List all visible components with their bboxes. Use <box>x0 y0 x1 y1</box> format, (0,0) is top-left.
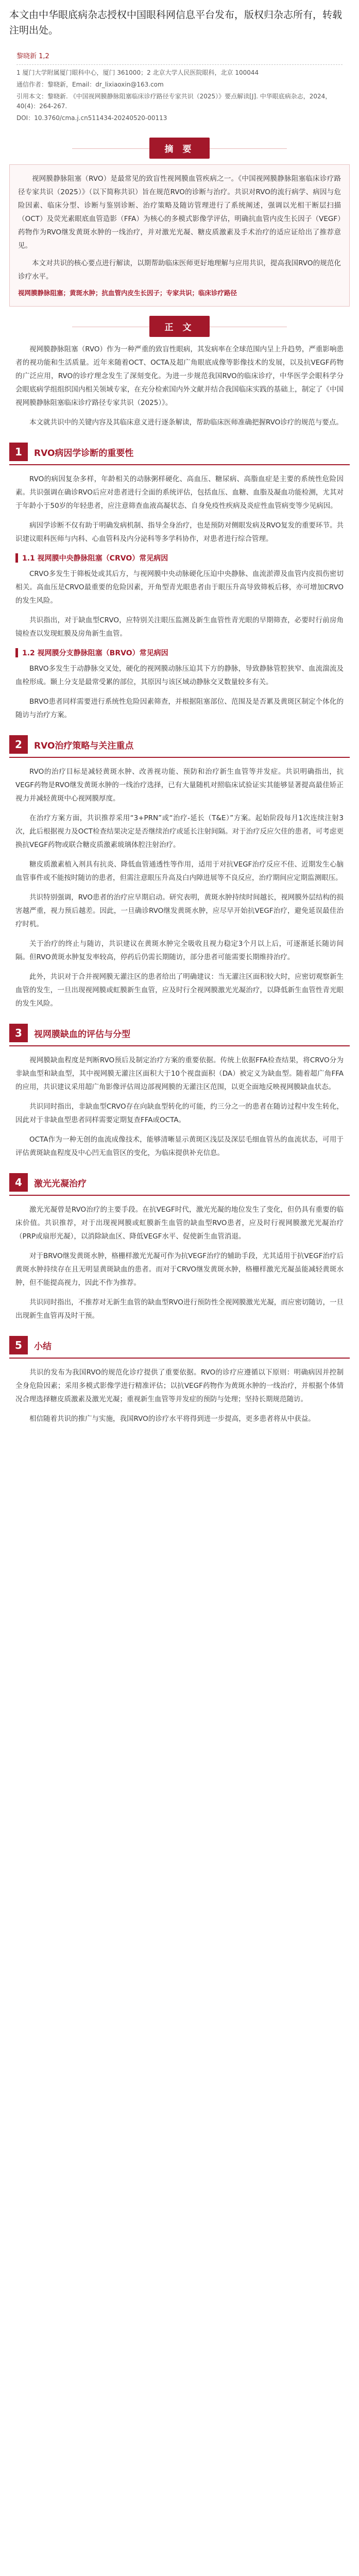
subsection-1-1-body <box>0 567 359 640</box>
section-heading-2 <box>9 735 350 758</box>
section-title: RVO治疗策略与关注重点 <box>34 740 134 751</box>
body-paragraph: OCTA作为一种无创的血流成像技术，能够清晰显示黄斑区浅层及深层毛细血管丛的血流状态，可用于评估黄斑缺血程度及中心凹无血管区的变化，为临床提供补充信息。 <box>15 1136 344 1157</box>
section-heading-1 <box>9 443 350 465</box>
subsection-1-2-body <box>0 662 359 722</box>
citation: 引用本文：黎晓新. 《中国视网膜静脉阻塞临床诊疗路径专家共识（2025）》要点解读[J]. 中华眼底病杂志，2024，40(4)：264-267. <box>16 93 332 110</box>
body-paragraph: BRVO多发生于动静脉交叉处，硬化的视网膜动脉压迫其下方的静脉，导致静脉管腔狭窄、血流湍流及血栓形成。颞上分支是最常受累的部位，其原因与该区域动静脉交叉数量较多有关。 <box>15 665 344 686</box>
intro <box>0 343 359 429</box>
section-title: 激光光凝治疗 <box>34 1178 87 1189</box>
body-paragraph: 共识同时指出，非缺血型CRVO存在向缺血型转化的可能，约三分之一的患者在随访过程中发生转化，因此对于非缺血型患者同样需要定期复查FFA或OCTA。 <box>15 1103 344 1124</box>
body-paragraph: 此外，共识对于合并视网膜无灌注区的患者给出了明确建议：当无灌注区面积较大时，应密切观察新生血管的发生，一旦出现视网膜或虹膜新生血管，应及时行全视网膜激光光凝治疗，以降低新生血管性青光眼的发生风险。 <box>15 973 344 1008</box>
subsection-title: 1.2 视网膜分支静脉阻塞（BRVO）常见病因 <box>22 649 168 657</box>
section-title: RVO病因学诊断的重要性 <box>34 448 134 459</box>
section-heading-4 <box>9 1173 350 1196</box>
subsection-marker <box>15 648 18 657</box>
section-heading-3 <box>9 1024 350 1046</box>
section-heading-5 <box>9 1336 350 1359</box>
body-paragraph: 共识的发布为我国RVO的规范化诊疗提供了重要依据。RVO的诊疗应遵循以下原则：明确病因并控制全身危险因素；采用多模式影像学进行精准评估；以抗VEGF药物作为黄斑水肿的一线治疗，并根据个体情况合理选择糖皮质激素及激光光凝；重视新生血管等并发症的预防与处理；坚持长期规范随访。 <box>15 1368 344 1403</box>
section-3-body <box>0 1054 359 1160</box>
body-paragraph: 共识指出，对于缺血型CRVO，应特别关注眼压监测及新生血管性青光眼的早期筛查，必要时行前房角镜检查以发现虹膜及房角新生血管。 <box>15 616 344 638</box>
section-number: 5 <box>9 1336 28 1354</box>
abstract-paragraph: 视网膜静脉阻塞（RVO）是最常见的致盲性视网膜血管疾病之一。《中国视网膜静脉阻塞临床诊疗路径专家共识（2025）》（以下简称共识）旨在规范RVO的诊断与治疗。共识对RVO的流行病学、病因与危险因素、临床分型、诊断与鉴别诊断、治疗策略及随访管理进行了系统阐述，强调以光相干断层扫描（OCT）及荧光素眼底血管造影（FFA）为核心的多模式影像学评估，明确抗血管内皮生长因子（VEGF）药物作为RVO继发黄斑水肿的一线治疗，并对激光光凝、糖皮质激素及手术治疗的适应证给出了推荐意见。 <box>18 175 341 250</box>
body-paragraph: 对于BRVO继发黄斑水肿，格栅样激光光凝可作为抗VEGF治疗的辅助手段，尤其适用于抗VEGF治疗后黄斑水肿持续存在且无明显黄斑缺血的患者。而对于CRVO继发黄斑水肿，格栅样激光光凝虽能减轻黄斑水肿，但不能提高视力，因此不作为推荐。 <box>15 1252 344 1287</box>
subsection-marker <box>15 553 18 563</box>
body-paragraph: 在治疗方案方面，共识推荐采用“3+PRN”或“治疗-延长（T&E）”方案。起始阶段每月1次连续注射3次，此后根据视力及OCT检查结果决定是否继续治疗或延长注射间隔。对于治疗反应欠佳的患者，可考虑更换抗VEGF药物或联合糖皮质激素玻璃体腔注射治疗。 <box>15 814 344 849</box>
body-section-heading <box>0 316 359 338</box>
body-paragraph: 糖皮质激素植入剂具有抗炎、降低血管通透性等作用，适用于对抗VEGF治疗反应不佳、近期发生心脑血管事件或不能按时随访的患者，但需注意眼压升高及白内障进展等不良反应，治疗期间应定期监测眼压。 <box>15 860 344 882</box>
doi: DOI：10.3760/cma.j.cn511434-20240520-00113 <box>16 114 167 122</box>
body-paragraph: RVO的病因复杂多样，年龄相关的动脉粥样硬化、高血压、糖尿病、高脂血症是主要的系统性危险因素。共识强调在确诊RVO后应对患者进行全面的系统评估，包括血压、血糖、血脂及凝血功能检测，尤其对于年龄小于50岁的年轻患者，应注意筛查血液高凝状态、自身免疫性疾病及炎症性血管病变等少见病因。 <box>15 475 344 510</box>
abstract-box <box>9 164 350 307</box>
section-number: 4 <box>9 1173 28 1192</box>
article-meta <box>9 46 350 128</box>
author-line: 黎晓新 1,2 <box>16 53 49 60</box>
section-1-body <box>0 472 359 546</box>
body-paragraph: 共识特别强调，RVO患者的治疗应早期启动。研究表明，黄斑水肿持续时间越长，视网膜外层结构的损害越严重，视力预后越差。因此，一旦确诊RVO继发黄斑水肿，应尽早开始抗VEGF治疗，避免延误最佳治疗时机。 <box>15 893 344 928</box>
correspondence: 通信作者：黎晓新，Email：dr_lixiaoxin@163.com <box>16 81 164 88</box>
reprint-notice: 本文由中华眼底病杂志授权中国眼科网信息平台发布，版权归杂志所有，转载注明出处。 <box>9 9 343 36</box>
section-5-body <box>0 1366 359 1426</box>
body-paragraph: 激光光凝曾是RVO治疗的主要手段。在抗VEGF时代，激光光凝的地位发生了变化，但仍具有重要的临床价值。共识推荐，对于出现视网膜或虹膜新生血管的缺血型RVO患者，应及时行视网膜激光光凝治疗（PRP或扇形光凝），以消除缺血区、降低VEGF水平、促使新生血管消退。 <box>15 1206 344 1241</box>
section-2-body <box>0 765 359 1010</box>
body-label: 正 文 <box>149 316 210 337</box>
section-number: 3 <box>9 1024 28 1042</box>
keywords <box>18 287 341 299</box>
keywords-text: 视网膜静脉阻塞；黄斑水肿；抗血管内皮生长因子；专家共识；临床诊疗路径 <box>18 289 237 297</box>
body-paragraph: RVO的治疗目标是减轻黄斑水肿、改善视功能、预防和治疗新生血管等并发症。共识明确指出，抗VEGF药物是RVO继发黄斑水肿的一线治疗选择，已有大量随机对照临床试验证实其能够显著提高最佳矫正视力并减轻黄斑中心视网膜厚度。 <box>15 768 344 803</box>
body-paragraph: 病因学诊断不仅有助于明确发病机制、指导全身治疗，也是预防对侧眼发病及RVO复发的重要环节。共识建议眼科医师与内科、心血管科及内分泌科等多学科协作，对患者进行综合管理。 <box>15 521 344 543</box>
section-title: 小结 <box>34 1341 52 1352</box>
body-paragraph: 视网膜静脉阻塞（RVO）作为一种严重的致盲性眼病，其发病率在全球范围内呈上升趋势，严重影响患者的视功能和生活质量。近年来随着OCT、OCTA及超广角眼底成像等影像技术的发展，以及抗VEGF药物的广泛应用，RVO的诊疗理念发生了深刻变化。为进一步规范我国RVO的临床诊疗，中华医学会眼科学分会眼底病学组组织国内相关领域专家，在充分检索国内外文献并结合我国临床实践的基础上，制定了《中国视网膜静脉阻塞临床诊疗路径专家共识（2025）》。 <box>15 345 344 407</box>
section-title: 视网膜缺血的评估与分型 <box>34 1029 130 1040</box>
body-paragraph: CRVO多发生于筛板处或其后方，与视网膜中央动脉硬化压迫中央静脉、血流淤滞及血管内皮损伤密切相关。高血压是CRVO最重要的危险因素，开角型青光眼患者由于眼压升高导致筛板后移，亦可增加CRVO的发生风险。 <box>15 570 344 605</box>
abstract-paragraph: 本文对共识的核心要点进行解读，以期帮助临床医师更好地理解与应用共识，提高我国RVO的规范化诊疗水平。 <box>18 259 341 281</box>
affiliations: 1 厦门大学附属厦门眼科中心，厦门 361000；2 北京大学人民医院眼科，北京 100044 <box>16 69 259 76</box>
body-paragraph: 本文就共识中的关键内容及其临床意义进行逐条解读，帮助临床医师准确把握RVO诊疗的规范与要点。 <box>29 418 343 427</box>
divider <box>16 64 343 65</box>
body-paragraph: 共识同时指出，不推荐对无新生血管的缺血型RVO进行预防性全视网膜激光光凝，而应密切随访，一旦出现新生血管再及时干预。 <box>15 1298 344 1320</box>
body-paragraph: BRVO患者同样需要进行系统性危险因素筛查，并根据阻塞部位、范围及是否累及黄斑区制定个体化的随访与治疗方案。 <box>15 698 344 719</box>
subsection-heading-1-2 <box>15 648 344 658</box>
abstract-label: 摘 要 <box>149 138 210 159</box>
subsection-title: 1.1 视网膜中央静脉阻塞（CRVO）常见病因 <box>22 554 168 563</box>
section-number: 2 <box>9 735 28 754</box>
body-paragraph: 关于治疗的终止与随访，共识建议在黄斑水肿完全吸收且视力稳定3个月以上后，可逐渐延长随访间隔。但RVO黄斑水肿复发率较高，停药后仍需长期随访，部分患者可能需要长期维持治疗。 <box>15 940 344 961</box>
section-4-body <box>0 1203 359 1323</box>
subsection-heading-1-1 <box>15 553 344 563</box>
body-paragraph: 相信随着共识的推广与实施，我国RVO的诊疗水平将得到进一步提高，更多患者将从中获益。 <box>29 1415 315 1423</box>
abstract-section-heading <box>0 138 359 160</box>
body-paragraph: 视网膜缺血程度是判断RVO预后及制定治疗方案的重要依据。传统上依据FFA检查结果，将CRVO分为非缺血型和缺血型，其中视网膜无灌注区面积大于10个视盘面积（DA）被定义为缺血型。随着超广角FFA的应用，共识建议采用超广角影像评估周边部视网膜的无灌注区范围，以更全面地反映视网膜缺血状态。 <box>15 1056 344 1091</box>
section-number: 1 <box>9 443 28 461</box>
